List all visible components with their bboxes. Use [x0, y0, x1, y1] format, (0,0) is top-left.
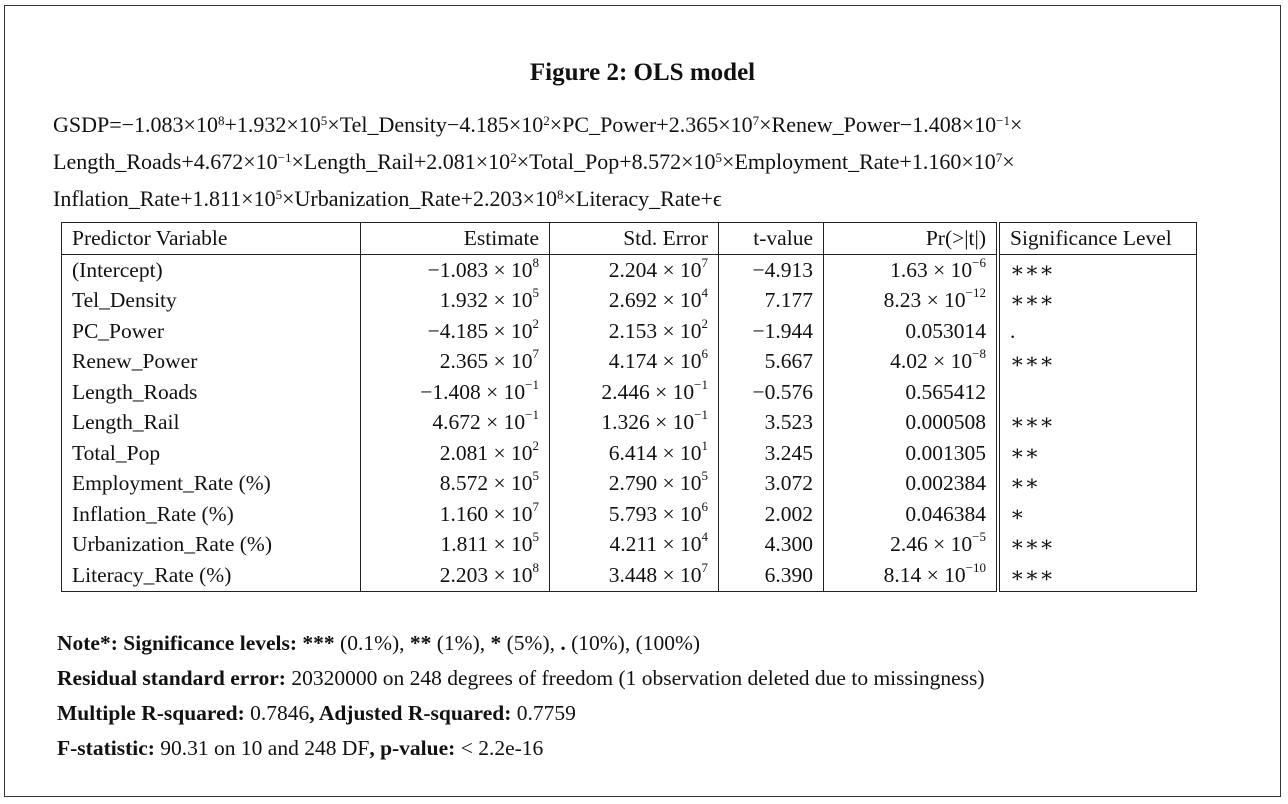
cell-predictor: Renew_Power [62, 347, 361, 378]
table-row [62, 255, 1197, 286]
cell-p-value: $8.23 \times 10^{-12}$ [824, 286, 999, 317]
cell-std-error: $2.204 \times 10^7$ [550, 255, 719, 286]
cell-predictor: Length_Rail [62, 408, 361, 439]
cell-estimate: $-1.408 \times 10^{-1}$ [361, 377, 550, 408]
header-p-value: Pr(>|t|) [824, 223, 999, 255]
ols-table [61, 222, 1197, 592]
cell-significance: ∗∗∗ [998, 255, 1197, 286]
cell-t-value: 4.300 [719, 530, 824, 561]
note-r-squared: Multiple R-squared: 0.7846, Adjusted R-squared: 0.7759 [57, 701, 576, 725]
cell-t-value: 6.390 [719, 560, 824, 591]
cell-estimate: $8.572 \times 10^5$ [361, 469, 550, 500]
cell-predictor: Length_Roads [62, 377, 361, 408]
cell-p-value: 0.000508 [824, 408, 999, 439]
cell-t-value: 3.072 [719, 469, 824, 500]
equation-line-2: $Length\_Roads+4.672\times 10^{-1}\times Length\_Rail+2.081\times 10^2\times Total\_Pop+8.572\times 10^5\times Employment\_Rate+1.160\times 10^7\times$ [53, 149, 1015, 174]
cell-std-error: $5.793 \times 10^6$ [550, 499, 719, 530]
cell-estimate: $2.081 \times 10^2$ [361, 438, 550, 469]
cell-significance: . [998, 316, 1197, 347]
cell-estimate: $1.160 \times 10^7$ [361, 499, 550, 530]
cell-predictor: (Intercept) [62, 255, 361, 286]
cell-std-error: $2.790 \times 10^5$ [550, 469, 719, 500]
equation-line-1: $GSDP=-1.083\times 10^8+1.932\times 10^5\times Tel\_Density-4.185\times 10^2\times PC\_Power+2.365\times 10^7\times Renew\_Power-1.408\times 10^{-1}\times$ [53, 112, 1023, 137]
cell-significance: ∗∗∗ [998, 347, 1197, 378]
cell-predictor: Total_Pop [62, 438, 361, 469]
cell-std-error: $2.153 \times 10^2$ [550, 316, 719, 347]
cell-std-error: $4.174 \times 10^6$ [550, 347, 719, 378]
note-residual-error: Residual standard error: 20320000 on 248 degrees of freedom (1 observation deleted due to missingness) [57, 666, 985, 690]
cell-predictor: Tel_Density [62, 286, 361, 317]
cell-t-value: −1.944 [719, 316, 824, 347]
cell-significance: ∗∗∗ [998, 286, 1197, 317]
cell-std-error: $1.326 \times 10^{-1}$ [550, 408, 719, 439]
cell-std-error: $2.446 \times 10^{-1}$ [550, 377, 719, 408]
cell-predictor: Employment_Rate (%) [62, 469, 361, 500]
table-row [62, 347, 1197, 378]
cell-p-value: 0.053014 [824, 316, 999, 347]
cell-p-value: $2.46 \times 10^{-5}$ [824, 530, 999, 561]
cell-estimate: $-4.185 \times 10^2$ [361, 316, 550, 347]
cell-estimate: $-1.083 \times 10^8$ [361, 255, 550, 286]
cell-significance: ∗∗∗ [998, 530, 1197, 561]
note-f-statistic: F-statistic: 90.31 on 10 and 248 DF, p-value: < 2.2e-16 [57, 736, 544, 760]
cell-predictor: Urbanization_Rate (%) [62, 530, 361, 561]
table-header-row [62, 223, 1197, 255]
cell-significance: ∗∗ [998, 438, 1197, 469]
header-estimate: Estimate [361, 223, 550, 255]
cell-significance: ∗∗∗ [998, 560, 1197, 591]
regression-equation [53, 106, 1273, 217]
cell-predictor: PC_Power [62, 316, 361, 347]
table-row [62, 438, 1197, 469]
cell-estimate: $2.365 \times 10^7$ [361, 347, 550, 378]
table-row [62, 530, 1197, 561]
cell-std-error: $6.414 \times 10^1$ [550, 438, 719, 469]
cell-t-value: 2.002 [719, 499, 824, 530]
table-row [62, 560, 1197, 591]
cell-t-value: 3.523 [719, 408, 824, 439]
cell-estimate: $4.672 \times 10^{-1}$ [361, 408, 550, 439]
header-std-error: Std. Error [550, 223, 719, 255]
note-significance: Note*: Significance levels: *** (0.1%), ** (1%), * (5%), . (10%), (100%) [57, 631, 701, 655]
cell-estimate: $1.932 \times 10^5$ [361, 286, 550, 317]
cell-estimate: $1.811 \times 10^5$ [361, 530, 550, 561]
cell-significance [998, 377, 1197, 408]
cell-p-value: 0.046384 [824, 499, 999, 530]
table-row [62, 499, 1197, 530]
cell-std-error: $3.448 \times 10^7$ [550, 560, 719, 591]
cell-predictor: Inflation_Rate (%) [62, 499, 361, 530]
header-t-value: t-value [719, 223, 824, 255]
cell-t-value: 3.245 [719, 438, 824, 469]
model-notes [57, 626, 985, 766]
equation-line-3: $Inflation\_Rate+1.811\times 10^5\times Urbanization\_Rate+2.203\times 10^8\times Literacy\_Rate+\epsilon$ [53, 186, 722, 211]
cell-p-value: $8.14 \times 10^{-10}$ [824, 560, 999, 591]
cell-p-value: 0.002384 [824, 469, 999, 500]
table-row [62, 377, 1197, 408]
cell-significance: ∗∗∗ [998, 408, 1197, 439]
cell-t-value: −4.913 [719, 255, 824, 286]
table-row [62, 316, 1197, 347]
cell-p-value: $4.02 \times 10^{-8}$ [824, 347, 999, 378]
cell-p-value: $1.63 \times 10^{-6}$ [824, 255, 999, 286]
cell-std-error: $4.211 \times 10^4$ [550, 530, 719, 561]
cell-significance: ∗∗ [998, 469, 1197, 500]
cell-t-value: −0.576 [719, 377, 824, 408]
cell-p-value: 0.565412 [824, 377, 999, 408]
figure-title: Figure 2: OLS model [529, 59, 756, 86]
cell-std-error: $2.692 \times 10^4$ [550, 286, 719, 317]
table-row [62, 408, 1197, 439]
cell-t-value: 5.667 [719, 347, 824, 378]
header-predictor: Predictor Variable [62, 223, 361, 255]
cell-significance: ∗ [998, 499, 1197, 530]
cell-t-value: 7.177 [719, 286, 824, 317]
cell-p-value: 0.001305 [824, 438, 999, 469]
figure-frame [4, 5, 1281, 797]
table-row [62, 469, 1197, 500]
table-row [62, 286, 1197, 317]
cell-estimate: $2.203 \times 10^8$ [361, 560, 550, 591]
header-significance: Significance Level [998, 223, 1197, 255]
cell-predictor: Literacy_Rate (%) [62, 560, 361, 591]
